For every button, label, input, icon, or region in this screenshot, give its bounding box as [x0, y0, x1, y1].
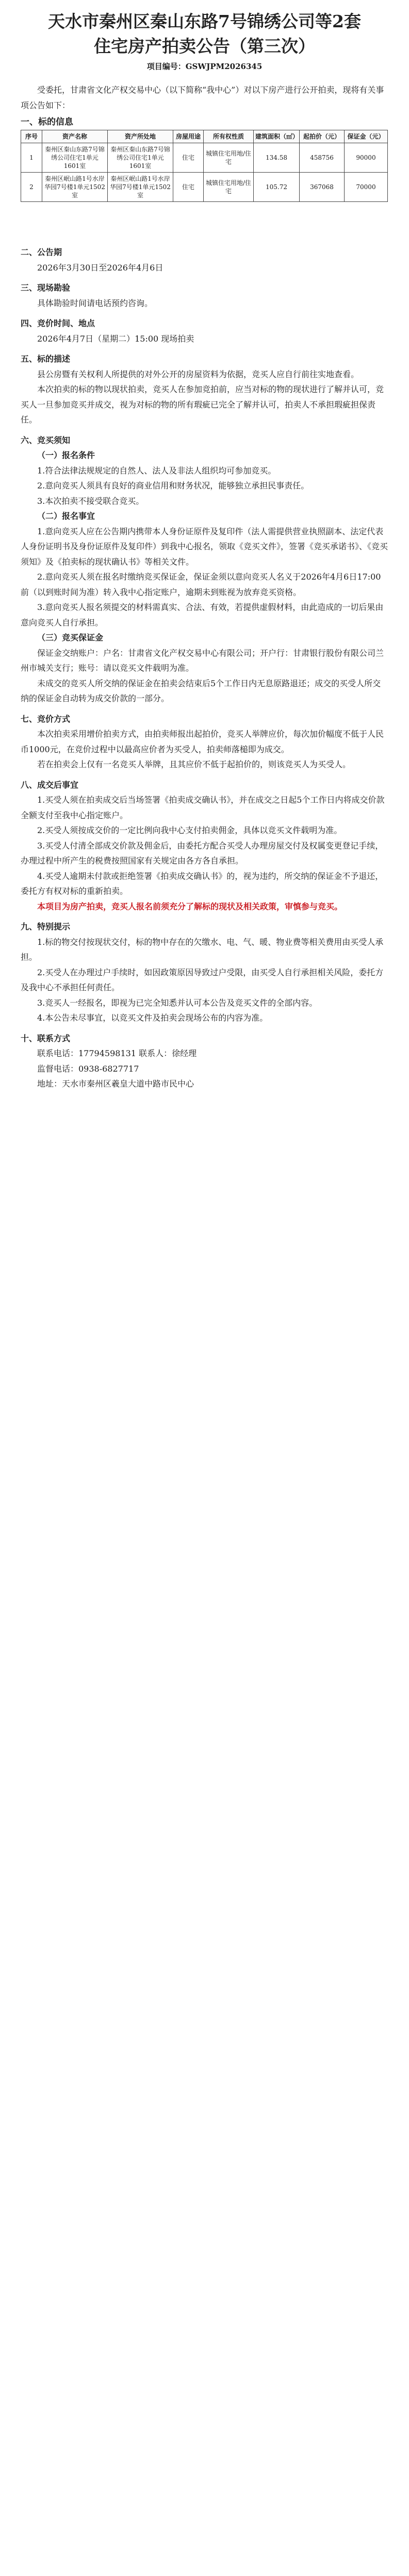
cell: 1 [21, 143, 42, 173]
col-header: 所有权性质 [204, 130, 254, 143]
paragraph: 2026年4月7日（星期二）15:00 现场拍卖 [37, 333, 194, 344]
paragraph: 4.买受人逾期未付款或拒绝签署《拍卖成交确认书》的，视为违约，所交纳的保证金不予退还，委托方有权对标的重新拍卖。 [21, 871, 384, 896]
section-heading: 五、标的描述 [21, 354, 71, 364]
subsection-heading: （一）报名条件 [37, 450, 95, 460]
cell: 105.72 [254, 173, 300, 202]
paragraph: 未成交的竞买人所交纳的保证金在拍卖会结束后5个工作日内无息原路退还；成交的买受人所交纳的保证金自动转为成交价款的一部分。 [21, 678, 381, 703]
subsection-heading: （二）报名事宜 [37, 511, 95, 521]
paragraph: 1.标的物交付按现状交付，标的物中存在的欠缴水、电、气、暖、物业费等相关费用由买受人承担。 [21, 937, 384, 962]
cell: 秦州区秦山东路7号锦绣公司住宅1单元1601室 [42, 143, 108, 173]
cell: 秦州区岷山路1号水岸华园7号楼1单元1502室 [108, 173, 173, 202]
table-header-row [21, 130, 388, 143]
col-header: 资产名称 [42, 130, 108, 143]
title-line-2: 住宅房产拍卖公告（第三次） [94, 36, 315, 56]
subsection-heading: （三）竞买保证金 [37, 633, 104, 642]
cell: 70000 [345, 173, 388, 202]
section-heading: 六、竞买须知 [21, 435, 71, 445]
col-header: 建筑面积（㎡） [254, 130, 300, 143]
cell: 2 [21, 173, 42, 202]
col-header: 资产所处地 [108, 130, 173, 143]
cell: 秦州区岷山路1号水岸华园7号楼1单元1502室 [42, 173, 108, 202]
page-title [0, 9, 409, 59]
title-line-1: 天水市秦州区秦山东路7号锦绣公司等2套 [48, 11, 361, 31]
paragraph: 4.本公告未尽事宜，以竞买文件及拍卖会现场公布的内容为准。 [37, 1013, 268, 1023]
section-heading: 十、联系方式 [21, 1033, 71, 1043]
highlight-notice: 本项目为房产拍卖，竞买人报名前须充分了解标的现状及相关政策，审慎参与竞买。 [37, 901, 343, 911]
subject-table [21, 130, 388, 202]
section-heading-subject: 一、标的信息 [21, 117, 73, 127]
col-header: 保证金（元） [345, 130, 388, 143]
paragraph: 本次拍卖的标的物以现状拍卖，竞买人在参加竞拍前，应当对标的物的现状进行了解并认可，竞买人一旦参加竞买并成交，视为对标的物的所有瑕疵已完全了解并认可，拍卖人不承担瑕疵担保责任。 [21, 384, 384, 425]
paragraph: 1.符合法律法规规定的自然人、法人及非法人组织均可参加竞买。 [37, 465, 276, 476]
cell: 秦州区秦山东路7号锦绣公司住宅1单元1601室 [108, 143, 173, 173]
paragraph: 监督电话：0938-6827717 [37, 1063, 139, 1074]
paragraph: 地址：天水市秦州区羲皇大道中路市民中心 [37, 1079, 194, 1089]
paragraph: 2.买受人在办理过户手续时，如因政策原因导致过户受限，由买受人自行承担相关风险，委托方及我中心不承担任何责任。 [21, 967, 384, 992]
paragraph: 保证金交纳账户：户名：甘肃省文化产权交易中心有限公司；开户行：甘肃银行股份有限公司兰州市城关支行；账号：请以竞买文件载明为准。 [21, 648, 384, 673]
paragraph: 县公房暨有关权利人所提供的对外公开的房屋资料为依据，竞买人应自行前往实地查看。 [37, 369, 359, 379]
paragraph: 具体勘验时间请电话预约咨询。 [37, 298, 153, 308]
cell: 城镇住宅用地/住宅 [204, 173, 254, 202]
paragraph: 2026年3月30日至2026年4月6日 [37, 262, 163, 273]
paragraph: 3.本次拍卖不接受联合竞买。 [37, 496, 144, 506]
paragraph: 3.意向竞买人报名须提交的材料需真实、合法、有效，若提供虚假材料，由此造成的一切后果由意向竞买人自行承担。 [21, 602, 384, 628]
paragraph: 3.竞买人一经报名，即视为已完全知悉并认可本公告及竞买文件的全部内容。 [37, 997, 318, 1008]
col-header: 序号 [21, 130, 42, 143]
section-heading: 三、现场勘验 [21, 283, 71, 293]
paragraph: 联系电话：17794598131 联系人：徐经理 [37, 1048, 197, 1058]
paragraph: 本次拍卖采用增价拍卖方式，由拍卖师报出起拍价，竞买人举牌应价，每次加价幅度不低于人民币1000元，在竞价过程中以最高应价者为买受人，拍卖师落槌即为成交。 [21, 729, 384, 754]
section-heading: 二、公告期 [21, 247, 62, 257]
paragraph: 若在拍卖会上仅有一名竞买人举牌，且其应价不低于起拍价的，则该竞买人为买受人。 [37, 759, 351, 769]
paragraph: 3.买受人付清全部成交价款及佣金后，由委托方配合买受人办理房屋交付及权属变更登记手续，办理过程中所产生的税费按照国家有关规定由各方各自承担。 [21, 840, 384, 866]
paragraph: 2.买受人须按成交价的一定比例向我中心支付拍卖佣金，具体以竞买文件载明为准。 [37, 825, 342, 835]
cell: 住宅 [173, 143, 204, 173]
section-heading: 四、竞价时间、地点 [21, 318, 95, 328]
cell: 90000 [345, 143, 388, 173]
section-heading: 七、竞价方式 [21, 714, 71, 724]
cell: 134.58 [254, 143, 300, 173]
table-row [21, 143, 388, 173]
paragraph: 2.意向竞买人须具有良好的商业信用和财务状况，能够独立承担民事责任。 [37, 481, 309, 490]
section-heading: 八、成交后事宜 [21, 779, 79, 790]
intro-paragraph: 受委托，甘肃省文化产权交易中心（以下简称“我中心”）对以下房产进行公开拍卖，现将有关事项公告如下： [21, 85, 384, 110]
col-header: 起拍价（元） [300, 130, 345, 143]
announcement-body [21, 245, 388, 1092]
col-header: 房屋用途 [173, 130, 204, 143]
cell: 住宅 [173, 173, 204, 202]
project-number: 项目编号：GSWJPM2026345 [146, 62, 263, 71]
cell: 458756 [300, 143, 345, 173]
paragraph: 1.意向竞买人应在公告期内携带本人身份证原件及复印件（法人需提供营业执照副本、法定代表人身份证明书及身份证原件及复印件）到我中心报名，领取《竞买文件》，签署《竞买承诺书》、《竞买须知》及《拍卖标的现状确认书》等相关文件。 [21, 526, 388, 567]
paragraph: 1.买受人须在拍卖成交后当场签署《拍卖成交确认书》，并在成交之日起5个工作日内将成交价款全额支付至我中心指定账户。 [21, 795, 385, 820]
table-row [21, 173, 388, 202]
cell: 367068 [300, 173, 345, 202]
paragraph: 2.意向竞买人须在报名时缴纳竞买保证金，保证金须以意向竞买人名义于2026年4月6日17:00前（以到账时间为准）转入我中心指定账户，逾期未到账视为放弃竞买资格。 [21, 572, 381, 597]
cell: 城镇住宅用地/住宅 [204, 143, 254, 173]
section-heading: 九、特别提示 [21, 922, 71, 931]
